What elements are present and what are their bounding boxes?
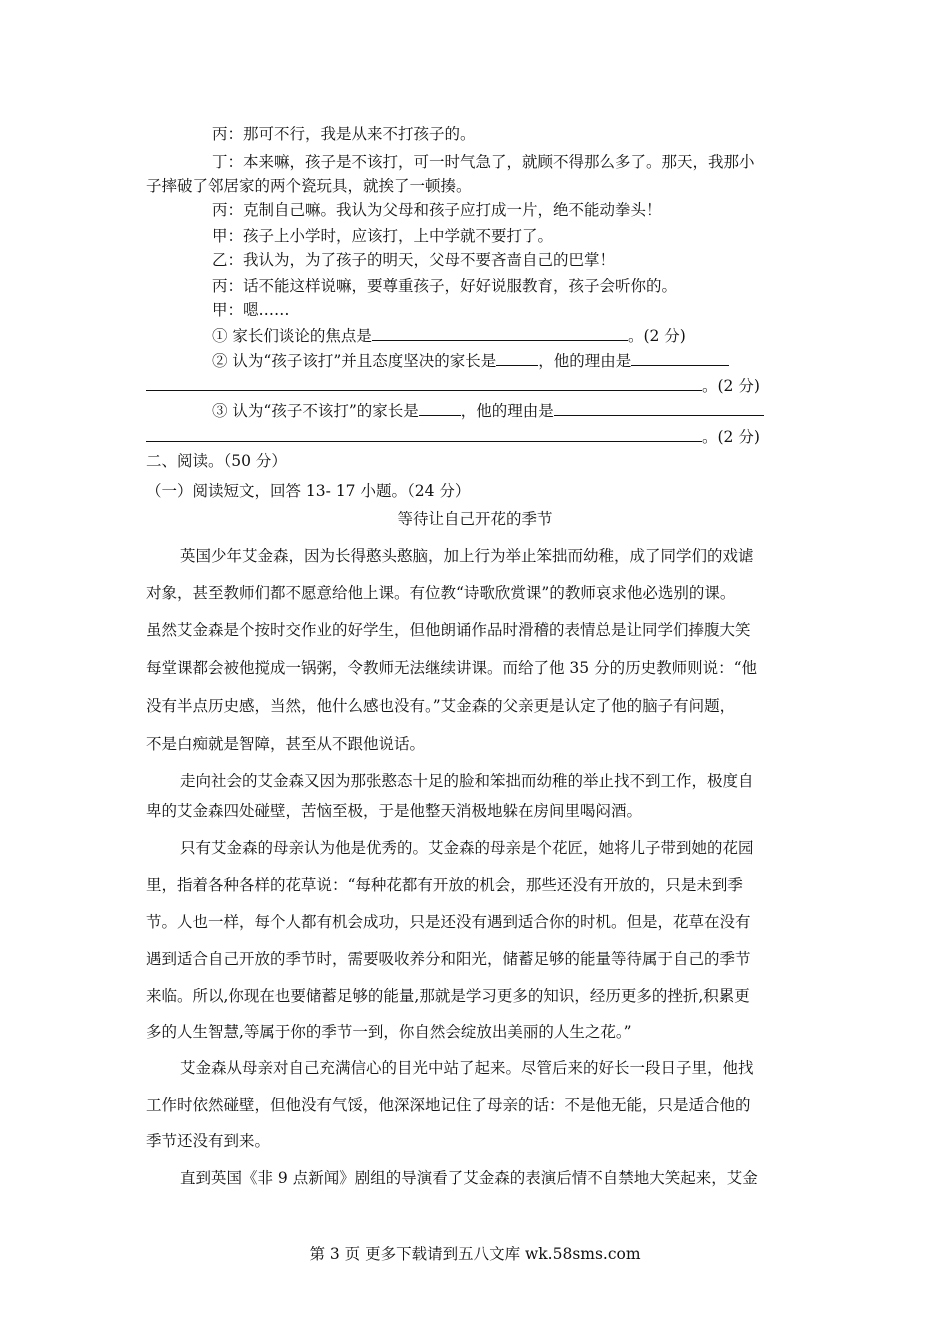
article-line: 来临。所以,你现在也要储蓄足够的能量,那就是学习更多的知识，经历更多的挫折,积累更 [146, 987, 750, 1005]
question-2-mid: ，他的理由是 [538, 352, 632, 370]
article-line: 季节还没有到来。 [146, 1132, 271, 1150]
article-line: 卑的艾金森四处碰壁，苦恼至极，于是他整天消极地躲在房间里喝闷酒。 [146, 802, 643, 820]
dialogue-line: 乙：我认为，为了孩子的明天，父母不要吝啬自己的巴掌！ [212, 251, 616, 269]
dialogue-line: 丁：本来嘛，孩子是不该打，可一时气急了，就顾不得那么多了。那天，我那小 [212, 153, 755, 171]
question-2-reason-blank-continued[interactable] [146, 375, 702, 391]
article-line: 艾金森从母亲对自己充满信心的目光中站了起来。尽管后来的好长一段日子里，他找 [180, 1059, 754, 1077]
article-line: 每堂课都会被他搅成一锅粥，令教师无法继续讲课。而给了他 35 分的历史教师则说：“他 [146, 659, 758, 677]
question-3 [212, 400, 764, 421]
question-3-reason-blank-continued[interactable] [146, 426, 702, 442]
question-3-parent-blank[interactable] [419, 400, 461, 416]
question-2 [212, 350, 729, 371]
question-2-parent-blank[interactable] [496, 350, 538, 366]
article-line: 不是白痴就是智障，甚至从不跟他说话。 [146, 735, 426, 753]
dialogue-line: 丙：那可不行，我是从来不打孩子的。 [212, 125, 476, 143]
question-3-reason-blank[interactable] [554, 400, 764, 416]
question-2-reason-blank[interactable] [631, 350, 729, 366]
question-1-label: ① 家长们谈论的焦点是 [212, 327, 372, 345]
page-footer: 第 3 页 更多下载请到五八文库 wk.58sms.com [309, 1245, 641, 1263]
article-line: 走向社会的艾金森又因为那张憨态十足的脸和笨拙而幼稚的举止找不到工作，极度自 [180, 772, 754, 790]
article-title: 等待让自己开花的季节 [397, 510, 553, 528]
question-2-continued [146, 375, 760, 396]
article-line: 英国少年艾金森，因为长得憨头憨脑，加上行为举止笨拙而幼稚，成了同学们的戏谑 [180, 547, 754, 565]
article-line: 节。人也一样，每个人都有机会成功，只是还没有遇到适合你的时机。但是，花草在没有 [146, 913, 751, 931]
question-1-answer-blank[interactable] [372, 325, 628, 341]
article-line: 没有半点历史感，当然，他什么感也没有。”艾金森的父亲更是认定了他的脑子有问题， [146, 697, 736, 715]
article-line: 对象，甚至教师们都不愿意给他上课。有位教“诗歌欣赏课”的教师哀求他必选别的课。 [146, 584, 736, 602]
article-line: 里，指着各种各样的花草说：“每种花都有开放的机会，那些还没有开放的，只是未到季 [146, 876, 743, 894]
section-sub-heading: （一）阅读短文，回答 13- 17 小题。（24 分） [146, 482, 471, 500]
question-3-score: 。(2 分) [702, 428, 760, 446]
dialogue-line: 丙：克制自己嘛。我认为父母和孩子应打成一片，绝不能动拳头！ [212, 201, 662, 219]
dialogue-line: 丙：话不能这样说嘛，要尊重孩子，好好说服教育，孩子会听你的。 [212, 277, 678, 295]
article-line: 遇到适合自己开放的季节时，需要吸收养分和阳光，储蓄足够的能量等待属于自己的季节 [146, 950, 751, 968]
section-heading: 二、阅读。（50 分） [146, 452, 287, 470]
dialogue-line: 甲：嗯…… [212, 301, 290, 319]
dialogue-line: 子摔破了邻居家的两个瓷玩具，就挨了一顿揍。 [146, 177, 472, 195]
question-3-mid: ，他的理由是 [460, 402, 554, 420]
question-1 [212, 325, 686, 346]
question-1-score: 。(2 分) [627, 327, 686, 345]
question-3-continued [146, 426, 760, 447]
article-line: 直到英国《非 9 点新闻》剧组的导演看了艾金森的表演后情不自禁地大笑起来，艾金 [180, 1169, 758, 1187]
article-line: 只有艾金森的母亲认为他是优秀的。艾金森的母亲是个花匠，她将儿子带到她的花园 [180, 839, 754, 857]
question-2-label: ② 认为“孩子该打”并且态度坚决的家长是 [212, 352, 497, 370]
article-line: 多的人生智慧,等属于你的季节一到，你自然会绽放出美丽的人生之花。” [146, 1023, 632, 1041]
dialogue-line: 甲：孩子上小学时，应该打，上中学就不要打了。 [212, 227, 554, 245]
article-line: 虽然艾金森是个按时交作业的好学生，但他朗诵作品时滑稽的表情总是让同学们捧腹大笑 [146, 621, 751, 639]
question-2-score: 。(2 分) [702, 377, 760, 395]
article-line: 工作时依然碰壁，但他没有气馁，他深深地记住了母亲的话：不是他无能，只是适合他的 [146, 1096, 751, 1114]
question-3-label: ③ 认为“孩子不该打”的家长是 [212, 402, 419, 420]
